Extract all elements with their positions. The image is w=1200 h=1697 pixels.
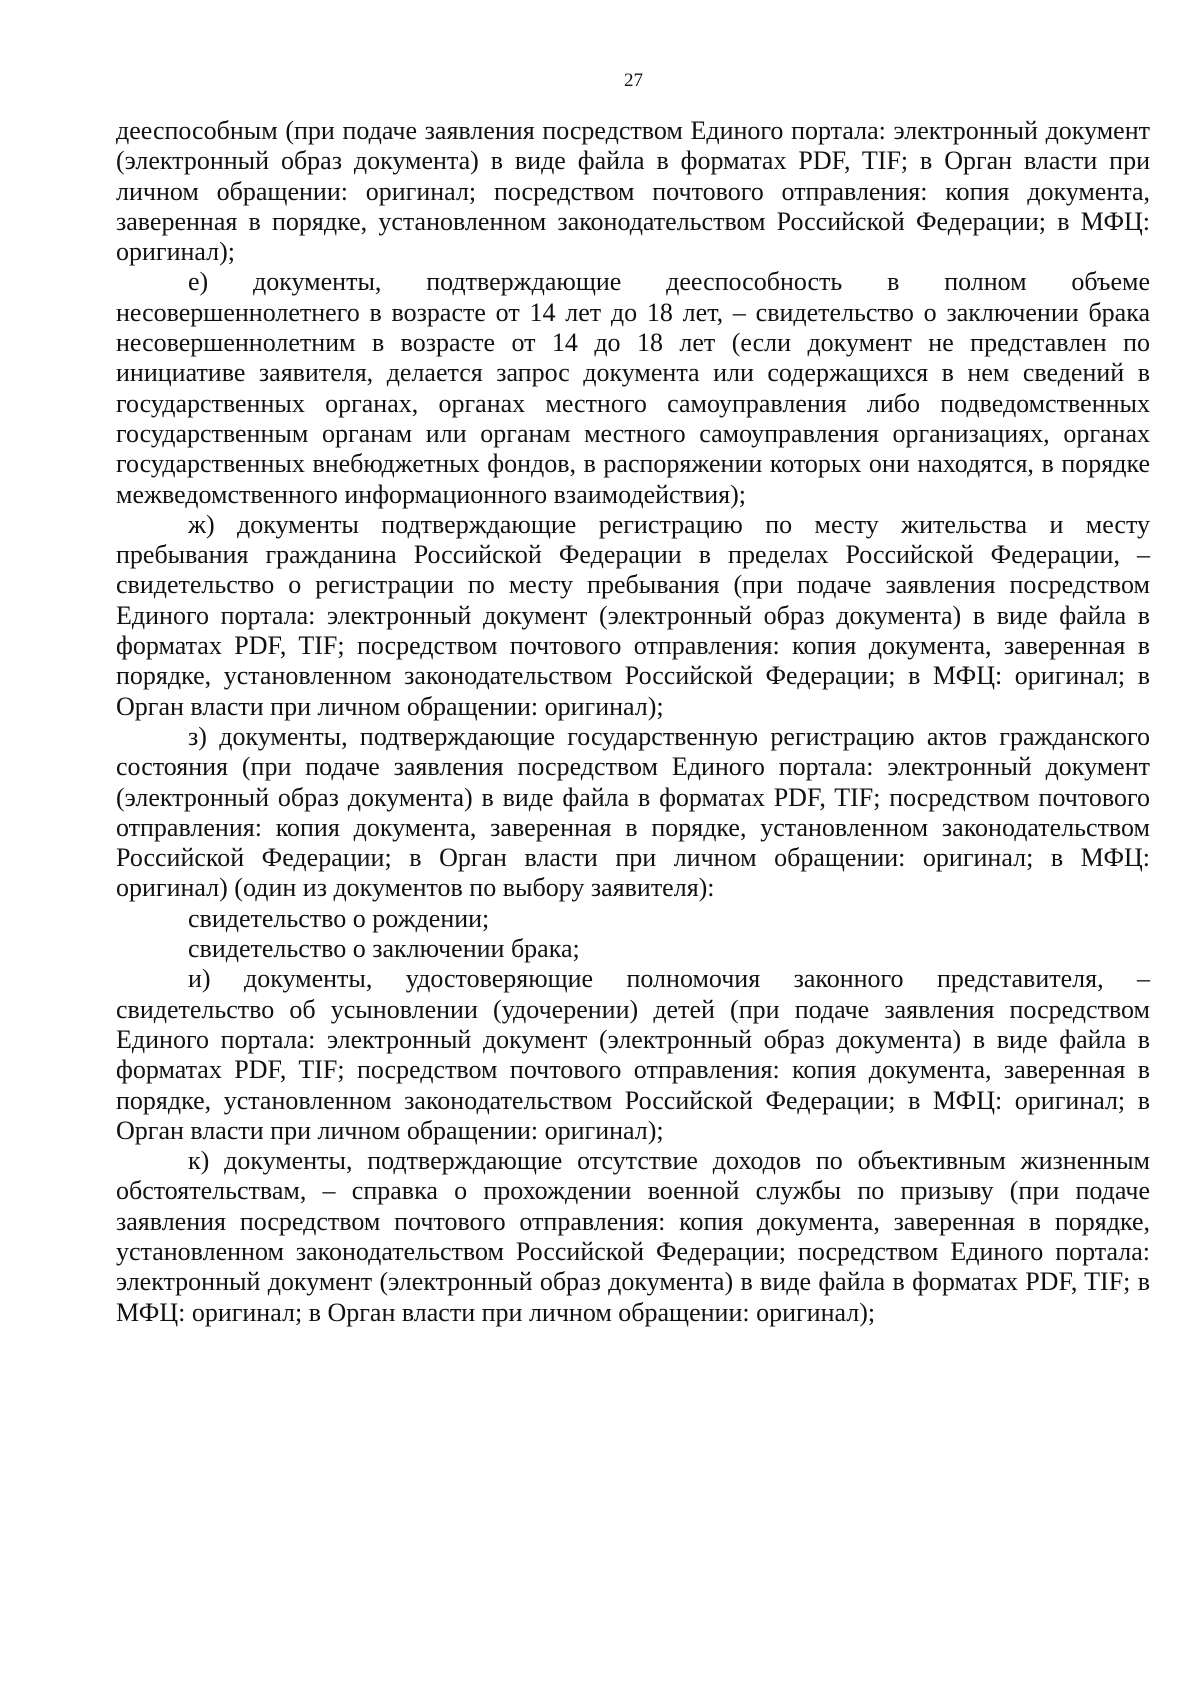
- document-text: [116, 116, 1150, 1328]
- paragraph-continuation: дееспособным (при подаче заявления посредством Единого портала: электронный документ (электронный образ документа) в виде файла в форматах PDF, TIF; в Орган власти при личном обращении: оригинал; посредством почтового отправления: копия документа, заверенная в порядке, установленном законодательством Российской Федерации; в МФЦ: оригинал);: [116, 116, 1150, 267]
- page-number: 27: [624, 70, 643, 91]
- paragraph-item-zh: ж) документы подтверждающие регистрацию по месту жительства и месту пребывания гражданина Российской Федерации в пределах Российской Федерации, – свидетельство о регистрации по месту пребывания (при подаче заявления посредством Единого портала: электронный документ (электронный образ документа) в виде файла в форматах PDF, TIF; посредством почтового отправления: копия документа, заверенная в порядке, установленном законодательством Российской Федерации; в МФЦ: оригинал; в Орган власти при личном обращении: оригинал);: [116, 509, 1150, 721]
- paragraph-item-z: з) документы, подтверждающие государственную регистрацию актов гражданского состояния (при подаче заявления посредством Единого портала: электронный документ (электронный образ документа) в виде файла в форматах PDF, TIF; посредством почтового отправления: копия документа, заверенная в порядке, установленном законодательством Российской Федерации; в Орган власти при личном обращении: оригинал; в МФЦ: оригинал) (один из документов по выбору заявителя):: [116, 721, 1150, 903]
- paragraph-item-k: к) документы, подтверждающие отсутствие доходов по объективным жизненным обстоятельствам, – справка о прохождении военной службы по призыву (при подаче заявления посредством почтового отправления: копия документа, заверенная в порядке, установленном законодательством Российской Федерации; посредством Единого портала: электронный документ (электронный образ документа) в виде файла в форматах PDF, TIF; в МФЦ: оригинал; в Орган власти при личном обращении: оригинал);: [116, 1146, 1150, 1327]
- list-item-birth-certificate: свидетельство о рождении;: [188, 903, 490, 933]
- list-item-marriage-certificate: свидетельство о заключении брака;: [188, 934, 580, 964]
- paragraph-item-e: е) документы, подтверждающие дееспособность в полном объеме несовершеннолетнего в возрасте от 14 лет до 18 лет, – свидетельство о заключении брака несовершеннолетним в возрасте от 14 до 18 лет (если документ не представлен по инициативе заявителя, делается запрос документа или содержащихся в нем сведений в государственных органах, органах местного самоуправления либо подведомственных государственным органам или органам местного самоуправления организациях, органах государственных внебюджетных фондов, в распоряжении которых они находятся, в порядке межведомственного информационного взаимодействия);: [116, 267, 1150, 509]
- paragraph-item-i: и) документы, удостоверяющие полномочия законного представителя, – свидетельство об усыновлении (удочерении) детей (при подаче заявления посредством Единого портала: электронный документ (электронный образ документа) в виде файла в форматах PDF, TIF; посредством почтового отправления: копия документа, заверенная в порядке, установленном законодательством Российской Федерации; в МФЦ: оригинал; в Орган власти при личном обращении: оригинал);: [116, 964, 1150, 1145]
